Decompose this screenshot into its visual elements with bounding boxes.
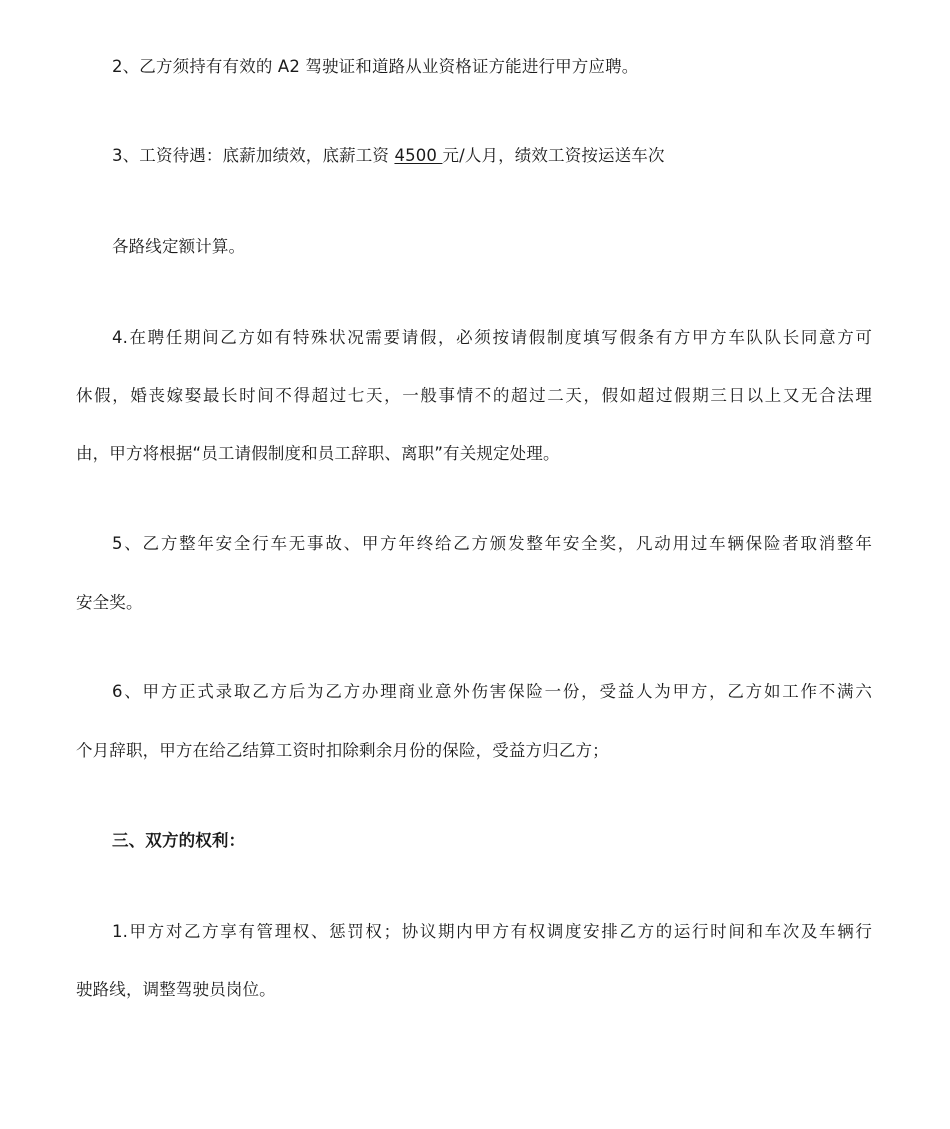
clause-6-line-1: 6、甲方正式录取乙方后为乙方办理商业意外伤害保险一份，受益人为甲方，乙方如工作不满六 bbox=[112, 682, 872, 701]
section-3-heading: 三、双方的权利： bbox=[112, 831, 246, 850]
clause-5-line-1: 5、乙方整年安全行车无事故、甲方年终给乙方颁发整年安全奖，凡动用过车辆保险者取消整年 bbox=[112, 534, 872, 553]
clause-6-line-2: 个月辞职，甲方在给乙结算工资时扣除剩余月份的保险，受益方归乙方； bbox=[76, 741, 609, 760]
clause-4-line-3: 由，甲方将根据“员工请假制度和员工辞职、离职”有关规定处理。 bbox=[76, 444, 560, 463]
clause-4-line-1: 4.在聘任期间乙方如有特殊状况需要请假，必须按请假制度填写假条有方甲方车队队长同意方可 bbox=[112, 328, 872, 347]
clause-3 bbox=[112, 148, 912, 165]
clause-2: 2、乙方须持有有效的 A2 驾驶证和道路从业资格证方能进行甲方应聘。 bbox=[112, 57, 639, 76]
clause-5-line-2: 安全奖。 bbox=[76, 593, 143, 612]
clause-3-text-before: 3、工资待遇：底薪加绩效，底薪工资 bbox=[112, 146, 395, 165]
rights-1-line-1: 1.甲方对乙方享有管理权、惩罚权；协议期内甲方有权调度安排乙方的运行时间和车次及车辆行 bbox=[112, 922, 872, 941]
clause-3-continuation: 各路线定额计算。 bbox=[112, 237, 246, 256]
clause-3-text-after: 元/人月，绩效工资按运送车次 bbox=[442, 146, 665, 165]
clause-4-line-2: 休假，婚丧嫁娶最长时间不得超过七天，一般事情不的超过二天，假如超过假期三日以上又无合法理 bbox=[76, 386, 872, 405]
salary-amount: 4500 bbox=[394, 146, 443, 165]
rights-1-line-2: 驶路线，调整驾驶员岗位。 bbox=[76, 980, 276, 999]
